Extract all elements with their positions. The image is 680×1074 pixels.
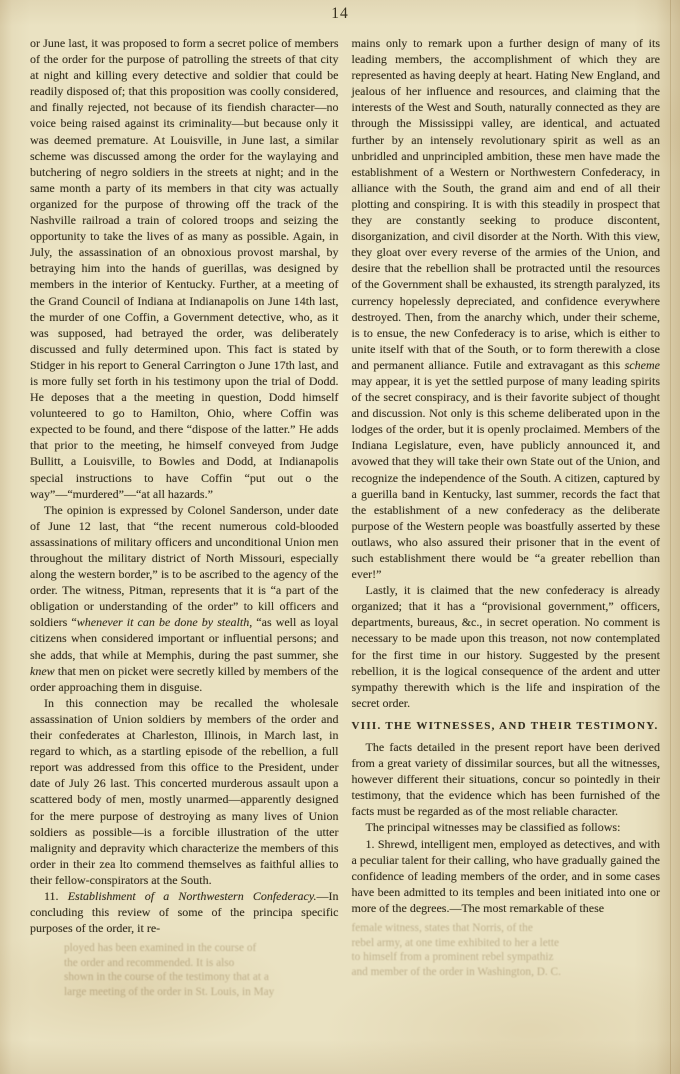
show-through-text [352, 921, 661, 979]
text-column-left [30, 35, 339, 1074]
show-through-line: rebel army, at one time exhibited to her a lette [351, 936, 560, 949]
show-through-line: female witness, states that Norris, of the [351, 921, 533, 934]
paragraph [352, 582, 661, 711]
page-edge-shadow [670, 0, 671, 1074]
section-heading: VIII. THE WITNESSES, AND THEIR TESTIMONY. [351, 719, 659, 732]
italic-text: scheme [624, 357, 660, 372]
body-text: In this connection may be recalled the wholesale assassination of Union soldiers by members of the order and their confederates at Charleston, Illinois, in March last, in regard to which, as a startling episode of the rebellion, a full report was addressed from this office to the President, under date of July 26 last. This concerted murderous assault upon a scattered body of men, mostly unarmed—apparently designed for the mere purpose of destroying as many lives of Union soldiers as possible—is a forcible illustration of the utter malignity and depravity which characterize the members of this order in their zea lto commend themselves as faithful allies to their fellow-conspirators at the South. [30, 695, 339, 887]
body-text: The principal witnesses may be classified as follows: [365, 820, 621, 835]
show-through-line: the order and recommended. It is also [64, 956, 235, 969]
show-through-line: shown in the course of the testimony that at a [64, 971, 269, 984]
show-through-line: to himself from a prominent rebel sympathiz [351, 951, 554, 964]
paragraph [352, 836, 661, 916]
show-through-text [30, 941, 339, 999]
paragraph [30, 888, 339, 936]
body-text: Lastly, it is claimed that the new confederacy is already organized; that it has a “provisional government,” officers, departments, bureaus, &c., in secret operation. No comment is necessary to be made upon this treason, not now contemplated for the first time in our history. Suggested by the present rebellion, it is the logical consequence of the ardent and utter sympathy therewith which is the life and inspiration of the secret order. [351, 583, 660, 710]
page-number: 14 [331, 5, 349, 22]
show-through-line: ployed has been examined in the course of [64, 942, 257, 955]
italic-text: Establishment of a Northwestern Confederacy. [67, 888, 317, 903]
body-text: , “as well as loyal citizens when considered important or influential persons; and she adds, that while at Memphis, during the past summer, she [30, 615, 339, 662]
paragraph [30, 35, 339, 502]
paragraph [352, 739, 661, 819]
paragraph [30, 502, 339, 695]
body-text: that men on picket were secretly killed by members of the order approaching them in disguise. [30, 663, 339, 694]
paragraph [352, 819, 661, 835]
body-text: or June last, it was proposed to form a secret police of members of the order for the purpose of patrolling the streets of that city at night and killing every detective and soldier that could be readily disposed of; that this proposition was coolly considered, and finally rejected, not because of its fiendish character—no voice being raised against its criminality—but because only it was deemed premature. At Louisville, in June last, a similar scheme was discussed among the order for the waylaying and butchering of negro soldiers in the streets at night; and in the same month a party of its members in that city was actually organized for the purpose of throwing off the track of the Nashville railroad a train of colored troops and seizing the opportunity to take the lives of as many as possible. Again, in July, the assassination of an obnoxious provost marshal, by betraying him into the hands of guerillas, was designed by members in the interior of Kentucky. Further, at a meeting of the Grand Council of Indiana at Indianapolis on June 14th last, the murder of one Coffin, a Government detective, who, as it was supposed, had betrayed the order, was deliberately discussed and fully determined upon. This fact is stated by Stidger in his report to General Carrington o June 17th last, and is more fully set forth in his testimony upon the trial of Dodd. He deposes that a the meeting in question, Dodd himself volunteered to go to Hamilton, Ohio, where Coffin was expected to be found, and there “dispose of the latter.” He adds that prior to the meeting, he himself conveyed from Judge Bullitt, a Louisville, to Bowles and Dodd, at Indianapolis special instructions to have Coffin “put out o the way”—“murdered”—“at all hazards.” [30, 36, 339, 501]
show-through-line: large meeting of the order in St. Louis, in May [64, 986, 275, 999]
body-text: The facts detailed in the present report have been derived from a great variety of dissimilar sources, but all the witnesses, however different their situations, concur so pointedly in their testimony, that the evidence which has been furnished of the facts must be regarded as of the most reliable character. [351, 739, 660, 819]
body-text: The opinion is expressed by Colonel Sanderson, under date of June 12 last, that “the recent numerous cold-blooded assassinations of military officers and unconditional Union men throughout the military district of North Missouri, especially along the western border,” is to be ascribed to the agency of the order. The witness, Pitman, represents that it is “a part of the obligation or understanding of the order” to kill officers and soldiers “ [30, 502, 339, 630]
text-column-right [352, 35, 661, 1074]
italic-text: knew [30, 663, 55, 678]
italic-text: whenever it can be done by stealth [76, 615, 250, 630]
body-text: 11. [44, 888, 68, 903]
two-column-text-area [30, 35, 660, 1074]
body-text: —In concluding this review of some of the principa specific purposes of the order, it re- [30, 888, 339, 936]
paragraph [30, 695, 339, 888]
body-text: mains only to remark upon a further design of many of its leading members, the accomplishment of which they are represented as having deeply at heart. Hating New England, and jealous of her influence and resources, and claiming that the interests of the West and South, naturally connected as they are through the Mississippi valley, are identical, and actuated further by an intensely revolutionary spirit as well as an unbridled and unprincipled ambition, these men have made the establishment of a Western or Northwestern Confederacy, in alliance with the South, the grand aim and end of all their plotting and conspiring. It is with this steadily in prospect that they are constantly seeking to produce discontent, disorganization, and civil disorder at the North. With this view, they gloat over every reverse of the armies of the Union, and desire that the rebellion shall be protracted until the resources of the Government shall be exhausted, its strength paralyzed, its currency hopelessly depreciated, and confidence everywhere destroyed. Then, from the anarchy which, under their scheme, is to ensue, the new Confederacy is to arise, which is either to unite itself with that of the South, or to form therewith a close and permanent alliance. Futile and extravagant as this [351, 36, 660, 372]
show-through-line: and member of the order in Washington, D. C. [351, 965, 561, 978]
body-text: 1. Shrewd, intelligent men, employed as detectives, and with a peculiar talent for their calling, who have gradually gained the confidence of leading members of the order, and in some cases have been admitted to its temples and been initiated into one or more of the degrees.—The most remarkable of these [351, 836, 660, 915]
paragraph [352, 35, 661, 582]
body-text: may appear, it is yet the settled purpose of many leading spirits of the secret conspiracy, and is their favorite subject of thought and discussion. Not only is this scheme deliberated upon in the lodges of the order, but it is openly proclaimed. Members of the Indiana Legislature, even, have publicly announced it, and avowed that they will take their own State out of the Union, and recognize the independence of the South. A citizen, captured by a guerilla band in Kentucky, last summer, records the fact that the establishment of a new confederacy as the deliberate purpose of the Western people was boastfully asserted by these outlaws, who also assured their prisoner that in the event of such establishment there would be “a greater rebellion than ever!” [351, 373, 660, 582]
